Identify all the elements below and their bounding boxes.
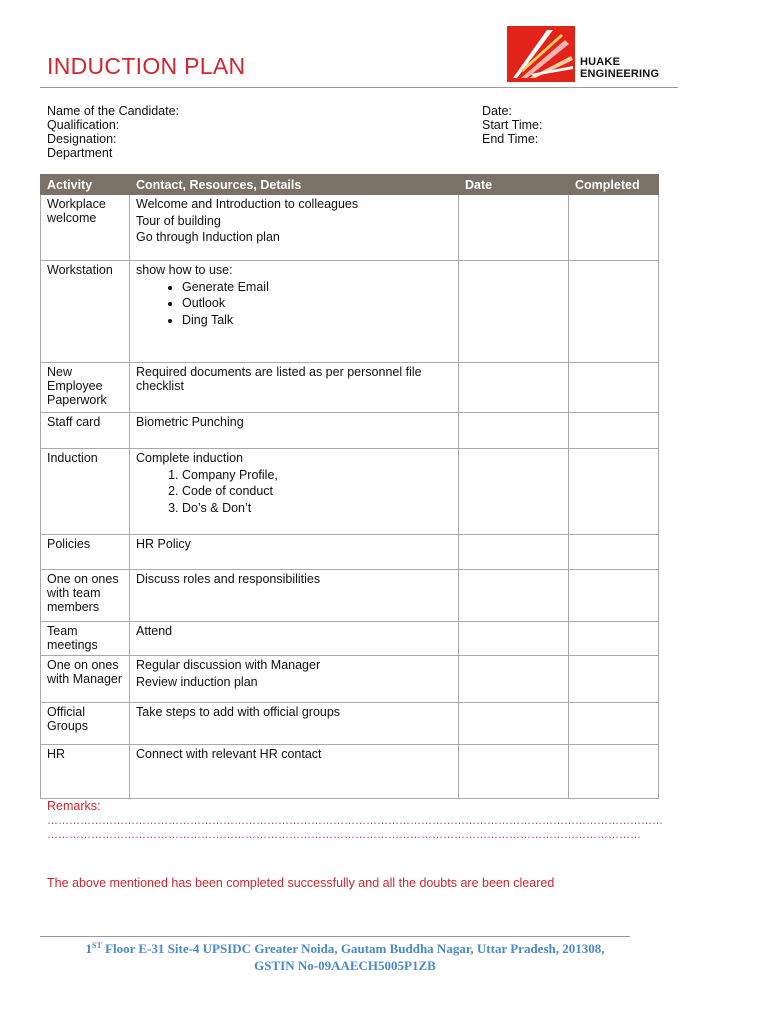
completed-cell[interactable] <box>569 745 659 799</box>
logo-text-line1: HUAKE <box>580 56 621 68</box>
remarks-dotted-line[interactable]: ……………………………………………………………………………………………………………………………………………… <box>47 829 641 841</box>
completed-cell[interactable] <box>569 535 659 570</box>
remarks-dotted-line[interactable]: …………………………………………………………………………………………………………………………………………………… <box>47 815 663 827</box>
date-cell[interactable] <box>459 449 569 535</box>
footer-floor-suffix: ST <box>92 941 102 950</box>
completion-statement: The above mentioned has been completed successfully and all the doubts are been cleared <box>47 876 555 890</box>
bullet-list <box>136 280 452 327</box>
details-cell <box>130 570 459 622</box>
activity-cell: Workstation <box>41 261 130 363</box>
numbered-list <box>136 468 452 515</box>
completed-cell[interactable] <box>569 570 659 622</box>
completed-cell[interactable] <box>569 195 659 261</box>
info-name-label: Name of the Candidate: <box>47 104 180 118</box>
detail-line: Review induction plan <box>136 674 258 689</box>
header-details: Contact, Resources, Details <box>130 175 459 195</box>
footer-floor-number: 1 <box>85 941 93 956</box>
list-item: • Outlook <box>182 296 452 310</box>
completed-cell[interactable] <box>569 622 659 656</box>
date-cell[interactable] <box>459 363 569 413</box>
details-cell <box>130 195 459 261</box>
date-cell[interactable] <box>459 745 569 799</box>
activity-cell: HR <box>41 745 130 799</box>
table-row <box>41 363 659 413</box>
details-cell <box>130 261 459 363</box>
list-item: 2. Code of conduct <box>182 484 452 498</box>
activity-cell: Policies <box>41 535 130 570</box>
completed-cell[interactable] <box>569 703 659 745</box>
footer-address <box>40 937 650 974</box>
detail-line: Welcome and Introduction to colleagues <box>136 197 359 211</box>
header-date: Date <box>459 175 569 195</box>
table-row <box>41 195 659 261</box>
info-date-label: Date: <box>482 104 512 118</box>
completed-cell[interactable] <box>569 413 659 449</box>
header-activity: Activity <box>41 175 130 195</box>
info-department-label: Department <box>47 146 113 160</box>
footer-address-text: Floor E-31 Site-4 UPSIDC Greater Noida, Gautam Buddha Nagar, Uttar Pradesh, 201308, <box>101 941 605 956</box>
table-row <box>41 570 659 622</box>
table-row <box>41 703 659 745</box>
detail-line: Biometric Punching <box>136 415 244 429</box>
details-cell <box>130 413 459 449</box>
details-cell <box>130 449 459 535</box>
info-designation-label: Designation: <box>47 132 117 146</box>
activity-cell: Team meetings <box>41 622 130 656</box>
detail-line: Take steps to add with official groups <box>136 705 341 719</box>
detail-line: Required documents are listed as per personnel file checklist <box>136 365 422 393</box>
header-completed: Completed <box>569 175 659 195</box>
detail-line: Discuss roles and responsibilities <box>136 572 321 586</box>
table-row <box>41 622 659 656</box>
date-cell[interactable] <box>459 195 569 261</box>
detail-line: HR Policy <box>136 537 191 551</box>
details-cell <box>130 656 459 703</box>
activity-cell: New Employee Paperwork <box>41 363 130 413</box>
activity-cell: Workplace welcome <box>41 195 130 261</box>
footer-address-line <box>40 937 650 957</box>
list-item: 1. Company Profile, <box>182 468 452 482</box>
completed-cell[interactable] <box>569 363 659 413</box>
header-divider <box>40 87 678 88</box>
activity-cell: One on ones with Manager <box>41 656 130 703</box>
info-end-time-label: End Time: <box>482 132 539 146</box>
details-cell <box>130 363 459 413</box>
activity-cell: Official Groups <box>41 703 130 745</box>
completed-cell[interactable] <box>569 449 659 535</box>
info-start-time-label: Start Time: <box>482 118 543 132</box>
induction-table <box>40 174 659 799</box>
completed-cell[interactable] <box>569 656 659 703</box>
table-row <box>41 449 659 535</box>
detail-line: Tour of building <box>136 213 221 228</box>
table-row <box>41 535 659 570</box>
table-row <box>41 745 659 799</box>
date-cell[interactable] <box>459 622 569 656</box>
detail-line: Go through Induction plan <box>136 230 280 244</box>
list-item: • Generate Email <box>182 280 452 294</box>
activity-cell: One on ones with team members <box>41 570 130 622</box>
table-row <box>41 413 659 449</box>
footer-gstin: GSTIN No-09AAECH5005P1ZB <box>254 958 436 973</box>
logo-text-line2: ENGINEERING <box>580 68 660 80</box>
detail-line: Connect with relevant HR contact <box>136 747 322 761</box>
date-cell[interactable] <box>459 570 569 622</box>
details-cell <box>130 622 459 656</box>
schedule-info <box>482 104 542 146</box>
detail-line: Regular discussion with Manager <box>136 658 321 672</box>
completed-cell[interactable] <box>569 261 659 363</box>
remarks-label: Remarks: <box>47 799 101 813</box>
table-row <box>41 261 659 363</box>
page-title: INDUCTION PLAN <box>47 53 246 79</box>
logo-mark-icon <box>507 26 575 82</box>
list-item: • Ding Talk <box>182 313 452 327</box>
list-item: 3. Do’s & Don’t <box>182 501 452 515</box>
details-cell <box>130 535 459 570</box>
activity-cell: Induction <box>41 449 130 535</box>
details-cell <box>130 703 459 745</box>
company-logo <box>507 26 677 82</box>
activity-cell: Staff card <box>41 413 130 449</box>
details-cell <box>130 745 459 799</box>
detail-line: Attend <box>136 624 173 638</box>
date-cell[interactable] <box>459 656 569 703</box>
date-cell[interactable] <box>459 703 569 745</box>
date-cell[interactable] <box>459 413 569 449</box>
date-cell[interactable] <box>459 535 569 570</box>
date-cell[interactable] <box>459 261 569 363</box>
detail-line: show how to use: <box>136 263 233 277</box>
candidate-info <box>47 104 179 160</box>
detail-line: Complete induction <box>136 451 244 465</box>
info-qualification-label: Qualification: <box>47 118 120 132</box>
table-header-row <box>41 175 659 195</box>
table-row <box>41 656 659 703</box>
